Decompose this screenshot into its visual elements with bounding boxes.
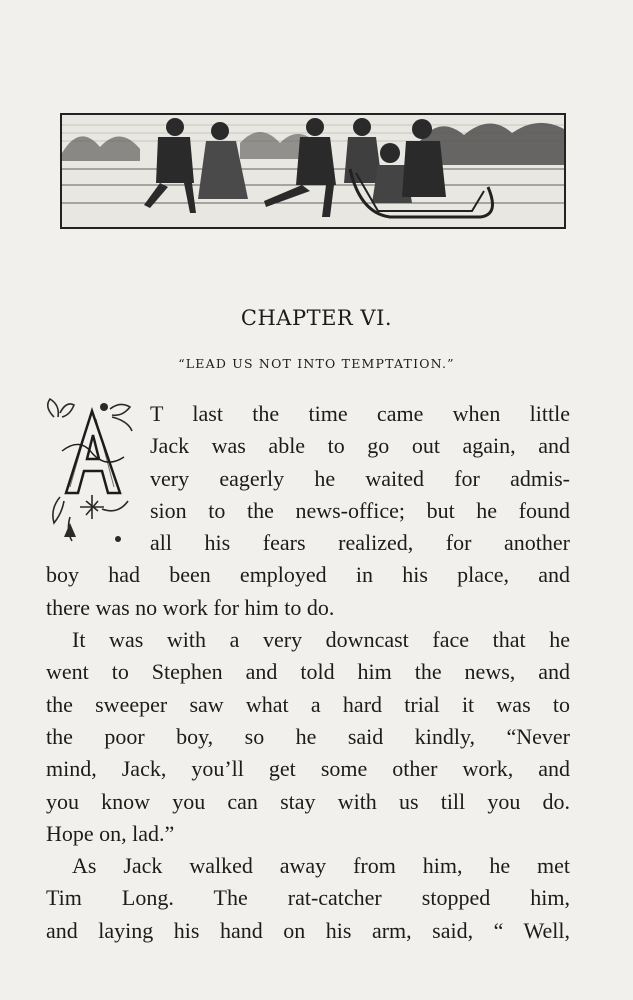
text-line: mind, Jack, you’ll get some other work, and: [46, 756, 570, 782]
children-skating-icon: [60, 113, 566, 229]
text-line: very eagerly he waited for admis-: [150, 465, 570, 491]
text-line: there was no work for him to do.: [46, 594, 335, 620]
text-line: Jack was able to go out again, and: [150, 433, 570, 459]
chapter-title: CHAPTER VI.: [240, 306, 393, 330]
text-line: boy had been employed in his place, and: [46, 562, 570, 588]
text-line: all his fears realized, for another: [150, 530, 570, 556]
text-line: you know you can stay with us till you do.: [46, 788, 570, 814]
text-line: T last the time came when little: [150, 401, 570, 426]
text-line: As Jack walked away from him, he met: [72, 853, 570, 879]
text-line: Hope on, lad.”: [46, 820, 175, 846]
text-line: went to Stephen and told him the news, and: [46, 659, 570, 685]
text-line: It was with a very downcast face that he: [72, 627, 570, 653]
text-line: and laying his hand on his arm, said, “ Well,: [46, 917, 570, 943]
text-line: the poor boy, so he said kindly, “Never: [46, 723, 570, 749]
chapter-header-illustration: [60, 113, 566, 229]
chapter-epigraph: “LEAD US NOT INTO TEMPTATION.”: [178, 356, 455, 371]
text-line: sion to the news-office; but he found: [150, 497, 570, 523]
text-line: the sweeper saw what a hard trial it was to: [46, 691, 570, 717]
chapter-body: [46, 398, 570, 947]
text-line: Tim Long. The rat-catcher stopped him,: [46, 885, 570, 911]
